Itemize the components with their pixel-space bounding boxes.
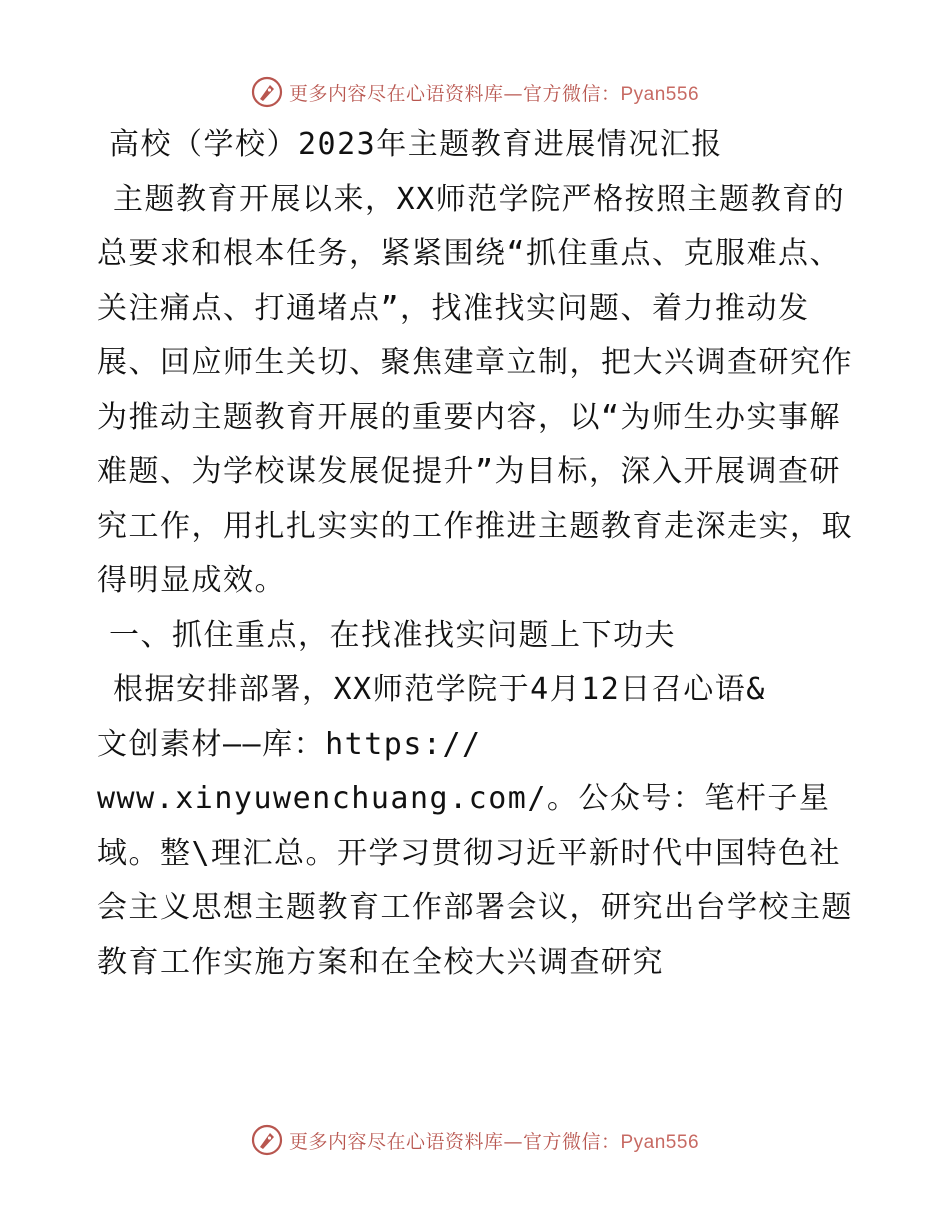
header-banner xyxy=(0,72,950,112)
banner-wechat-id: Pyan556 xyxy=(620,83,700,105)
banner-wechat-id: Pyan556 xyxy=(620,1131,700,1153)
section-heading-1: 一、抓住重点，在找准找实问题上下功夫 xyxy=(109,617,676,653)
document-body xyxy=(97,118,857,990)
pen-nib-logo-icon xyxy=(251,1124,283,1156)
paragraph-line: 根据安排部署，XX师范学院于4月12日召心语& xyxy=(113,672,766,707)
pen-nib-logo-icon xyxy=(251,76,283,108)
paragraph-intro: 主题教育开展以来，XX师范学院严格按照主题教育的总要求和根本任务，紧紧围绕“抓住重点、克服难点、关注痛点、打通堵点”，找准找实问题、着力推动发展、回应师生关切、聚焦建章立制，把大兴调查研究作为推动主题教育开展的重要内容，以“为师生办实事解难题、为学校谋发展促提升”为目标，深入开展调查研究工作，用扎扎实实的工作推进主题教育走深走实，取得明显成效。 xyxy=(97,181,853,598)
document-title: 高校（学校）2023年主题教育进展情况汇报 xyxy=(109,127,723,162)
footer-banner xyxy=(0,1120,950,1160)
paragraph-line: 文创素材——库：https:// xyxy=(97,726,482,762)
paragraph-line: www.xinyuwenchuang.com/。公众号：笔杆子星 xyxy=(97,781,831,816)
paragraph-body: 域。整\理汇总。开学习贯彻习近平新时代中国特色社会主义思想主题教育工作部署会议，研究出台学校主题教育工作实施方案和在全校大兴调查研究 xyxy=(97,835,853,980)
banner-text: 更多内容尽在心语资料库—官方微信：Pyan556 xyxy=(288,82,700,105)
banner-text: 更多内容尽在心语资料库—官方微信：Pyan556 xyxy=(288,1130,700,1153)
